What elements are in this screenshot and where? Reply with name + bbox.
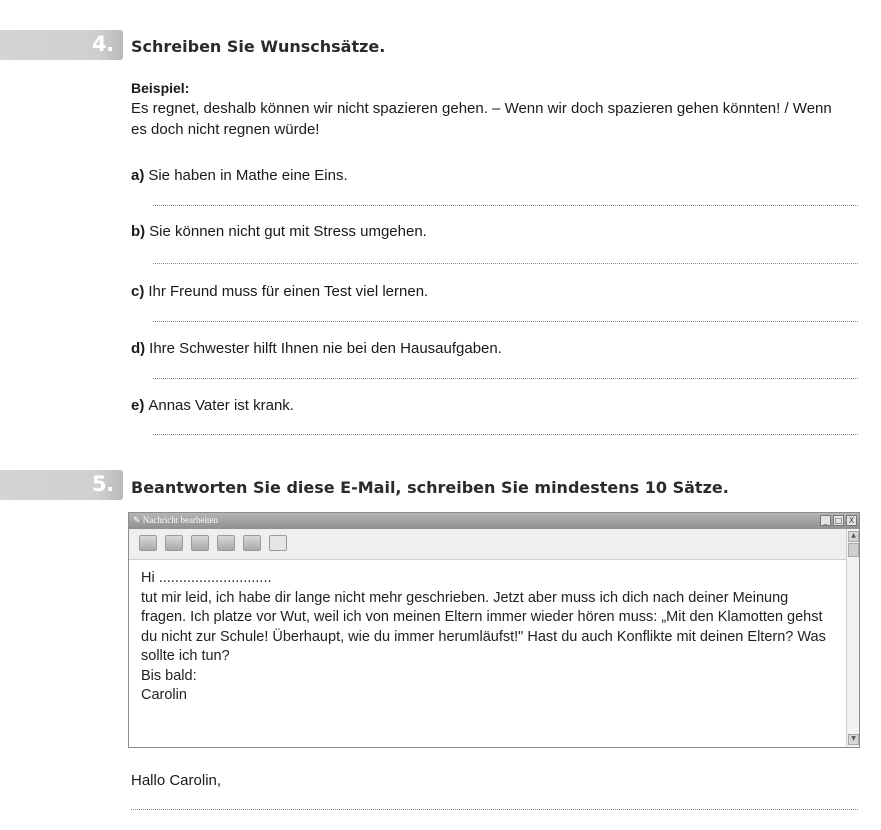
email-signature: Carolin xyxy=(141,687,187,703)
item-text: Ihr Freund muss für einen Test viel lernen. xyxy=(148,283,429,300)
item-letter: d) xyxy=(131,340,146,357)
item-text: Sie können nicht gut mit Stress umgehen. xyxy=(149,223,427,240)
item-e xyxy=(131,397,294,414)
item-text: Ihre Schwester hilft Ihnen nie bei den Hausaufgaben. xyxy=(149,340,502,357)
email-scrollbar[interactable] xyxy=(846,529,859,747)
item-text: Annas Vater ist krank. xyxy=(148,397,294,414)
exercise-5-title: Beantworten Sie diese E-Mail, schreiben Sie mindestens 10 Sätze. xyxy=(131,478,729,497)
item-d xyxy=(131,340,502,357)
receive-icon[interactable] xyxy=(165,535,183,551)
exercise-4-number: 4. xyxy=(92,32,114,56)
answer-line-e[interactable] xyxy=(153,434,858,435)
item-text: Sie haben in Mathe eine Eins. xyxy=(148,167,348,184)
email-window xyxy=(128,512,860,748)
reply-greeting: Hallo Carolin, xyxy=(131,772,222,789)
answer-line-d[interactable] xyxy=(153,378,858,379)
mail-icon[interactable] xyxy=(191,535,209,551)
email-closing: Bis bald: xyxy=(141,667,197,684)
print-icon[interactable] xyxy=(243,535,261,551)
answer-line-b[interactable] xyxy=(153,263,858,264)
exercise-4-title: Schreiben Sie Wunschsätze. xyxy=(131,37,386,56)
window-toolbar xyxy=(129,529,859,560)
answer-line-a[interactable] xyxy=(153,205,858,206)
scroll-up-icon[interactable]: ▲ xyxy=(848,531,859,542)
item-a xyxy=(131,167,348,184)
item-letter: e) xyxy=(131,397,145,414)
item-letter: c) xyxy=(131,283,145,300)
window-controls xyxy=(820,515,857,526)
window-title: ✎ Nachricht bearbeiten xyxy=(133,515,219,525)
email-text: tut mir leid, ich habe dir lange nicht mehr geschrieben. Jetzt aber muss ich dich nach deiner Meinung fragen. Ich platze vor Wut, weil ich von meinen Eltern immer wieder hören muss: „Mit den Klamotten gehst du nicht zur Schule! Überhaupt, wie du immer herumläufst!" Hast du auch Konflikte mit deinen Eltern? Was sollte ich tun? xyxy=(141,589,826,664)
email-greeting: Hi ............................ xyxy=(141,570,272,586)
item-letter: a) xyxy=(131,167,145,184)
email-body xyxy=(141,569,831,706)
example-text: Es regnet, deshalb können wir nicht spazieren gehen. – Wenn wir doch spazieren gehen könnten! / Wenn es doch nicht regnen würde! xyxy=(131,100,832,138)
item-b xyxy=(131,223,427,240)
maximize-icon[interactable]: □ xyxy=(834,516,843,525)
item-letter: b) xyxy=(131,223,146,240)
scroll-thumb[interactable] xyxy=(848,543,859,557)
close-icon[interactable]: X xyxy=(846,515,857,526)
item-c xyxy=(131,283,428,300)
reply-answer-line[interactable] xyxy=(131,809,858,810)
address-book-icon[interactable] xyxy=(269,535,287,551)
minimize-icon[interactable]: _ xyxy=(820,515,831,526)
send-icon[interactable] xyxy=(139,535,157,551)
attach-icon[interactable] xyxy=(217,535,235,551)
exercise-5-number: 5. xyxy=(92,472,114,496)
example-label: Beispiel: xyxy=(131,80,190,96)
answer-line-c[interactable] xyxy=(153,321,858,322)
scroll-down-icon[interactable]: ▼ xyxy=(848,734,859,745)
window-titlebar xyxy=(129,513,859,529)
